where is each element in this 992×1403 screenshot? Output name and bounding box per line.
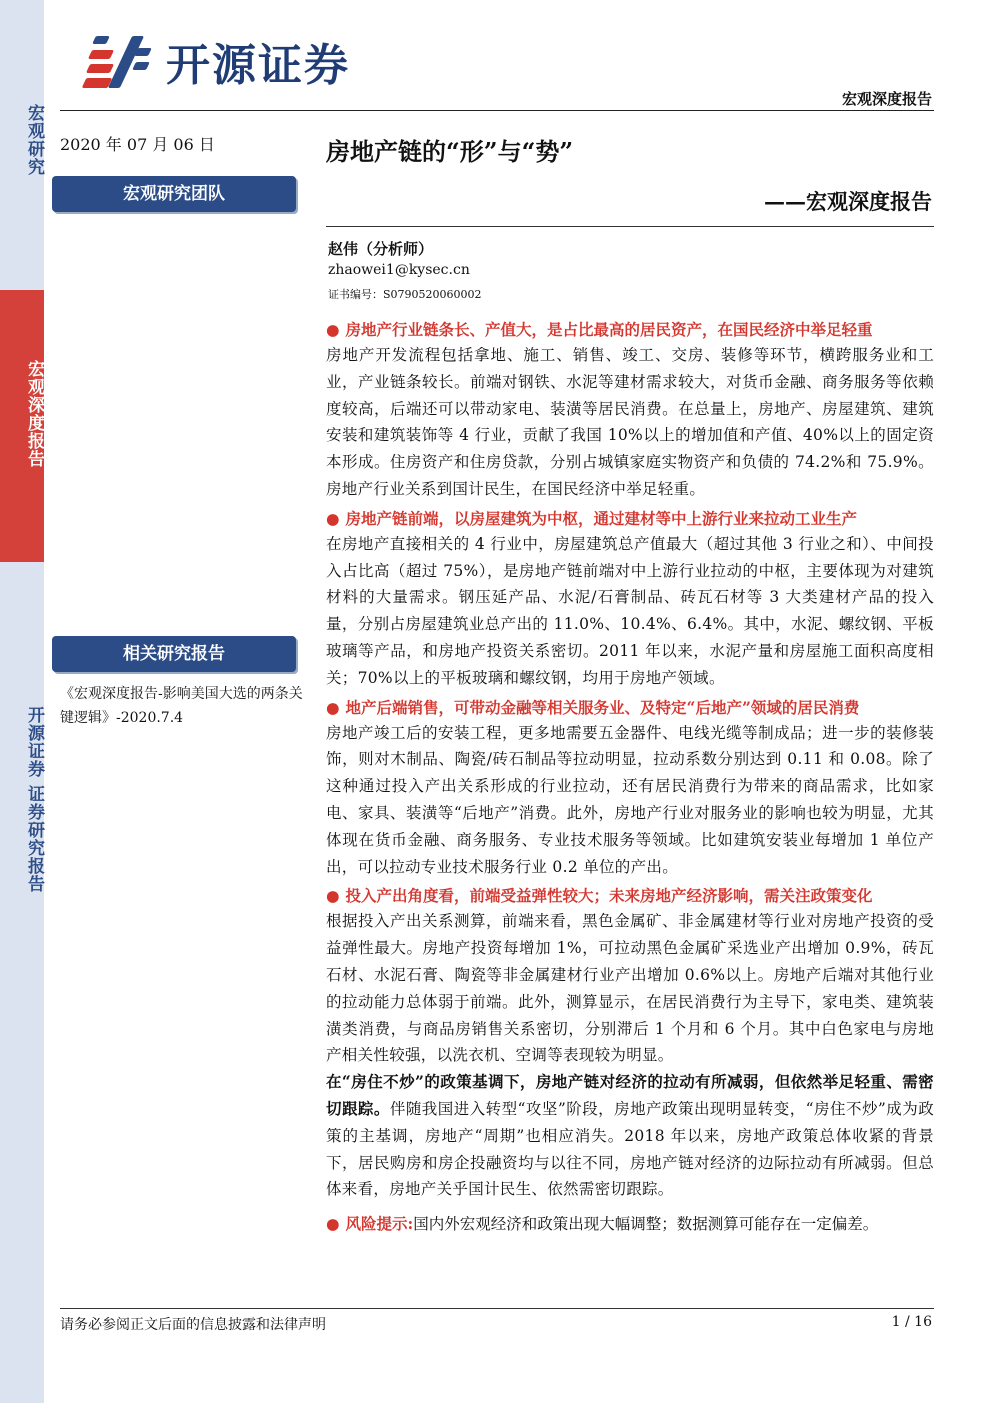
sidebar-bottom-label: 开源证券 证券研究报告 [24, 706, 44, 893]
sidebar-strip-bottom [0, 562, 44, 1403]
section-text: 房地产开发流程包括拿地、施工、销售、竣工、交房、装修等环节，横跨服务业和工业，产业链条较长。前端对钢铁、水泥等建材需求较大，对货币金融、商务服务等依赖度较高，后端还可以带动家电、装潢等居民消费。在总量上，房地产、房屋建筑、建筑安装和建筑装饰等 4 行业，贡献了我国 10%以上的增加值和产值、40%以上的固定资本形成。住房资产和住房贷款，分别占城镇家庭实物资产和负债的 74.2%和 75.9%。房地产行业关系到国计民生，在国民经济中举足轻重。 [326, 346, 934, 498]
related-reports-badge: 相关研究报告 [52, 636, 296, 672]
author-email[interactable]: zhaowei1@kysec.cn [328, 262, 470, 278]
risk-note [326, 1211, 934, 1237]
section-text: 在房地产直接相关的 4 行业中，房屋建筑总产值最大（超过其他 3 行业之和）、中间投入占比高（超过 75%），是房地产链前端对中上游行业拉动的中枢，主要体现为对建筑材料的大量需求。钢压延产品、水泥/石膏制品、砖瓦石材等 3 大类建材产品的投入量，分别占房屋建筑业总产出的 11.0%、10.4%、6.4%。其中，水泥、螺纹钢、平板玻璃等产品，和房地产投资关系密切。2011 年以来，水泥产量和房屋施工面积高度相关；70%以上的平板玻璃和螺纹钢，均用于房地产领域。 [326, 534, 934, 687]
section-text: 房地产竣工后的安装工程，更多地需要五金器件、电线光缆等制成品；进一步的装修装饰，则对木制品、陶瓷/砖石制品等拉动明显，拉动系数分别达到 0.11 和 0.08。除了这种通过投入产出关系形成的行业拉动，还有居民消费行为带来的商品需求，比如家电、家具、装潢等“后地产”消费。此外，房地产行业对服务业的影响也较为明显，尤其体现在货币金融、商务服务、专业技术服务等领域。比如建筑安装业每增加 1 单位产出，可以拉动专业技术服务行业 0.2 单位的产出。 [326, 723, 934, 876]
conclusion-text: 伴随我国进入转型“攻坚”阶段，房地产政策出现明显转变，“房住不炒”成为政策的主基调，房地产“周期”也相应消失。2018 年以来，房地产政策总体收紧的背景下，居民购房和房企投融资均与以往不同，房地产链对经济的边际拉动有所减弱。但总体来看，房地产关乎国计民生、依然需密切跟踪。 [326, 1099, 935, 1199]
page-subtitle: ——宏观深度报告 [764, 189, 932, 214]
footer-divider [60, 1308, 934, 1309]
section-text: 根据投入产出关系测算，前端来看，黑色金属矿、非金属建材等行业对房地产投资的受益弹性最大。房地产投资每增加 1%，可拉动黑色金属矿采选业产出增加 0.9%，砖瓦石材、水泥石膏、陶瓷等非金属建材行业产出增加 0.6%以上。房地产后端对其他行业的拉动能力总体弱于前端。此外，测算显示，在居民消费行为主导下，家电类、建筑装潢类消费，与商品房销售关系密切，分别滞后 1 个月和 6 个月。其中白色家电与房地产相关性较强，以洗衣机、空调等表现较为明显。 [326, 912, 934, 1065]
report-type-header: 宏观深度报告 [841, 90, 932, 108]
bullet-icon: ● [326, 886, 340, 906]
section-heading: ● 房地产行业链条长、产值大，是占比最高的居民资产，在国民经济中举足轻重 [326, 320, 873, 339]
report-date: 2020 年 07 月 06 日 [60, 135, 215, 154]
footer-disclaimer: 请务必参阅正文后面的信息披露和法律声明 [60, 1317, 326, 1333]
summary-section [326, 507, 934, 692]
summary-section [326, 884, 934, 1069]
risk-label: 风险提示: [345, 1214, 414, 1234]
bullet-icon: ● [326, 320, 340, 339]
bullet-icon: ● [326, 697, 340, 717]
conclusion-paragraph [326, 1069, 934, 1203]
sidebar-top-label: 宏观研究 [24, 104, 44, 176]
section-heading: ● 房地产链前端，以房屋建筑为中枢，通过建材等中上游行业来拉动工业生产 [326, 508, 858, 528]
page-number: 1 / 16 [891, 1314, 932, 1330]
bullet-icon: ● [326, 508, 340, 528]
conclusion-bold: 在“房住不炒”的政策基调下，房地产链对经济的拉动有所减弱，但依然举足轻重、需密切跟踪。 [326, 1072, 934, 1118]
brand-name: 开源证券 [166, 40, 350, 91]
summary-section [326, 318, 934, 503]
related-report-link[interactable]: 《宏观深度报告-影响美国大选的两条关键逻辑》-2020.7.4 [60, 686, 303, 726]
risk-text: 国内外宏观经济和政策出现大幅调整；数据测算可能存在一定偏差。 [413, 1215, 879, 1234]
brand-logo [80, 26, 350, 96]
summary-section [326, 696, 934, 881]
bullet-icon: ● [326, 1215, 340, 1234]
team-badge: 宏观研究团队 [52, 176, 296, 212]
report-body [326, 314, 934, 1237]
author-name: 赵伟（分析师） [328, 240, 434, 258]
header-divider [60, 110, 934, 111]
sidebar-mid-label: 宏观深度报告 [24, 360, 44, 468]
section-heading: ● 地产后端销售，可带动金融等相关服务业、及特定“后地产”领域的居民消费 [326, 697, 860, 717]
title-divider [326, 226, 934, 227]
section-heading: ● 投入产出角度看，前端受益弹性较大；未来房地产经济影响，需关注政策变化 [326, 886, 873, 906]
page-title: 房地产链的“形”与“势” [326, 137, 574, 166]
logo-mark-icon [80, 30, 156, 92]
author-cert: 证书编号：S0790520060002 [328, 288, 482, 301]
